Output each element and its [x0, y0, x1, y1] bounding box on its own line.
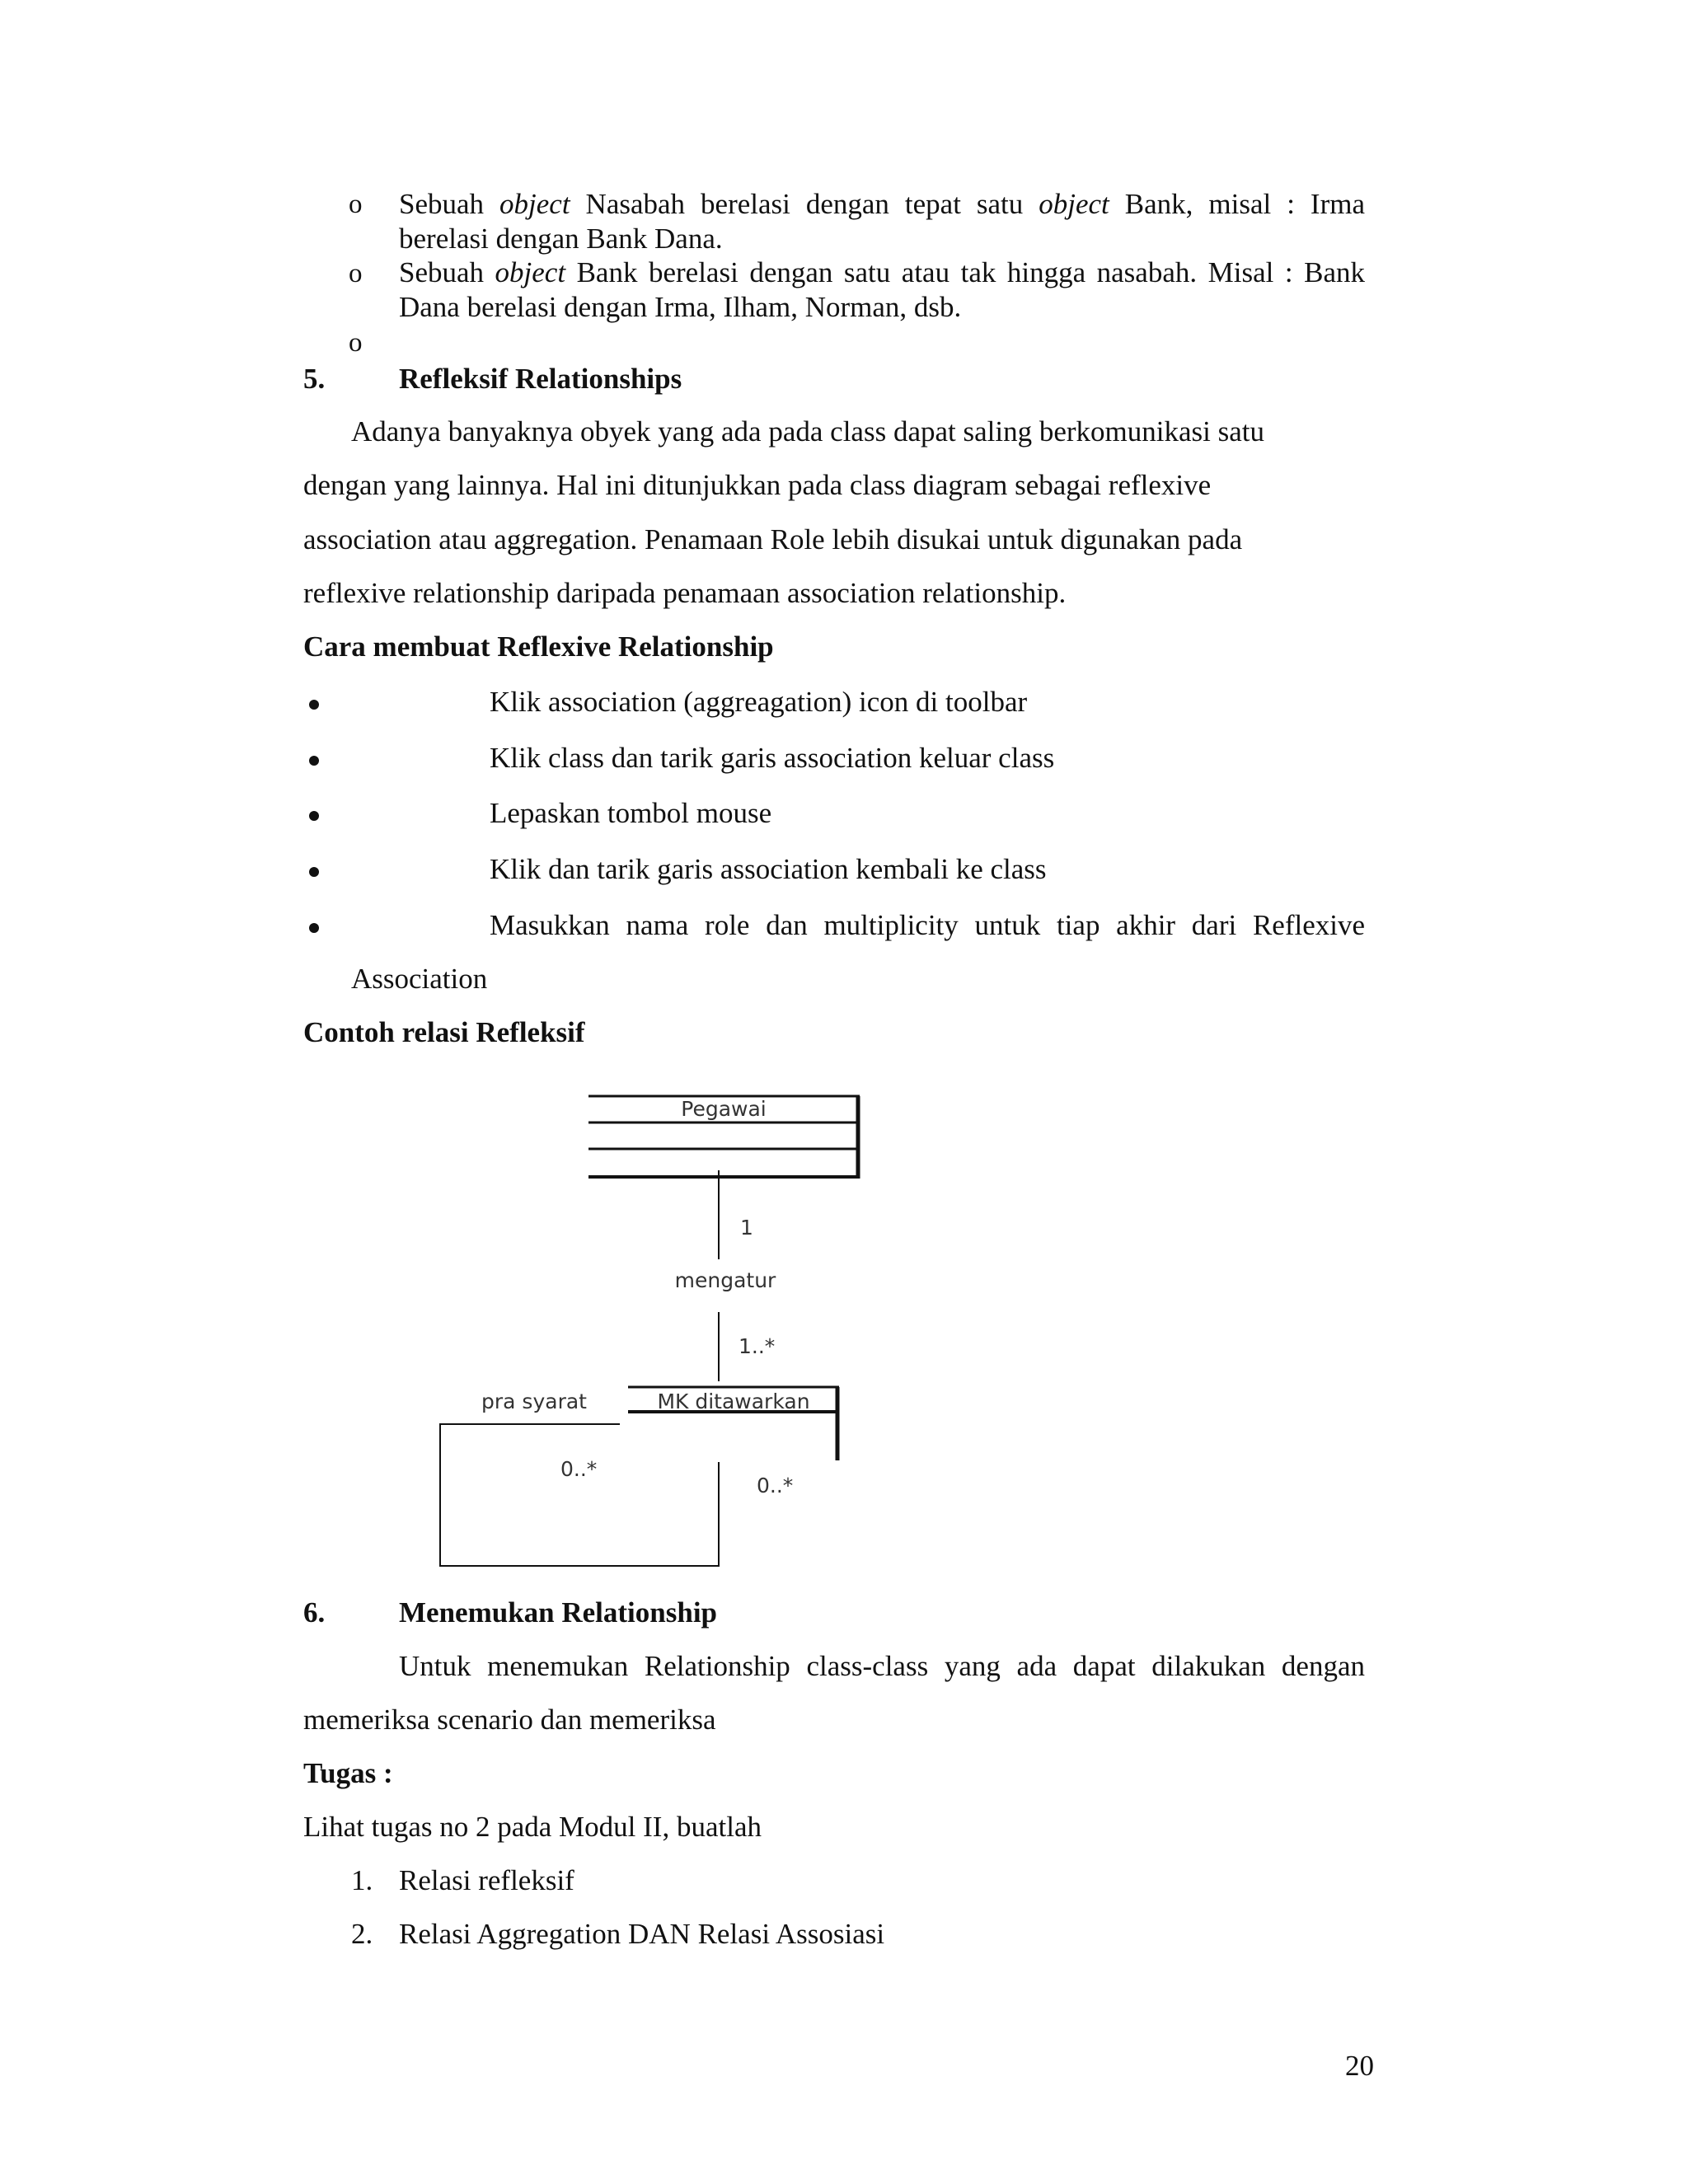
- bullet-marker: o: [349, 328, 363, 358]
- association-name: mengatur: [674, 1268, 776, 1292]
- list-item: Relasi refleksif: [399, 1864, 574, 1896]
- section-6-paragraph-line: Untuk menemukan Relationship class-class yang ada dapat dilakukan dengan: [399, 1650, 1365, 1682]
- list-item-number: 2.: [351, 1918, 373, 1950]
- class-box-mk-ditawarkan: [628, 1387, 839, 1460]
- section-5-paragraph-line: dengan yang lainnya. Hal ini ditunjukkan pada class diagram sebagai reflexive: [303, 469, 1212, 501]
- bullet-marker: o: [349, 259, 363, 288]
- step-item: Masukkan nama role dan multiplicity untuk tiap akhir dari Reflexive: [490, 909, 1365, 941]
- bullet-item-1-line1: Sebuah object Nasabah berelasi dengan tepat satu object Bank, misal : Irma: [399, 188, 1365, 220]
- class-name-mk-ditawarkan: MK ditawarkan: [657, 1390, 810, 1413]
- bullet-marker: o: [349, 190, 363, 219]
- step-item: Lepaskan tombol mouse: [490, 797, 772, 829]
- section-5-paragraph-line: association atau aggregation. Penamaan Role lebih disukai untuk digunakan pada: [303, 523, 1243, 555]
- section-5-paragraph-line: reflexive relationship daripada penamaan association relationship.: [303, 577, 1067, 609]
- section-5-paragraph-line: Adanya banyaknya obyek yang ada pada class dapat saling berkomunikasi satu: [351, 415, 1264, 448]
- step-item: Klik class dan tarik garis association keluar class: [490, 742, 1055, 774]
- class-box-pegawai: [588, 1096, 860, 1179]
- tugas-intro: Lihat tugas no 2 pada Modul II, buatlah: [303, 1811, 762, 1843]
- step-continuation: Association: [351, 963, 488, 995]
- multiplicity-top: 1: [740, 1216, 753, 1240]
- section-6-number: 6.: [303, 1596, 326, 1629]
- step-item: Klik dan tarik garis association kembali ke class: [490, 853, 1047, 885]
- bullet-item-1-line2: berelasi dengan Bank Dana.: [399, 223, 723, 255]
- multiplicity-right: 0..*: [757, 1474, 794, 1497]
- step-item: Klik association (aggreagation) icon di toolbar: [490, 686, 1028, 718]
- reflexive-loop-line: [440, 1424, 719, 1566]
- multiplicity-left: 0..*: [560, 1457, 598, 1481]
- page-number: 20: [1345, 2050, 1374, 2082]
- section-6-title: Menemukan Relationship: [399, 1596, 718, 1629]
- list-item-number: 1.: [351, 1864, 373, 1896]
- list-item: Relasi Aggregation DAN Relasi Assosiasi: [399, 1918, 885, 1950]
- section-6-paragraph-line: memeriksa scenario dan memeriksa: [303, 1704, 716, 1736]
- role-name-left: pra syarat: [481, 1390, 587, 1413]
- bullet-item-2-line2: Dana berelasi dengan Irma, Ilham, Norman, dsb.: [399, 291, 962, 323]
- section-5-title: Refleksif Relationships: [399, 363, 682, 395]
- multiplicity-bottom: 1..*: [738, 1334, 776, 1358]
- example-heading: Contoh relasi Refleksif: [303, 1016, 585, 1048]
- class-name-pegawai: Pegawai: [681, 1097, 767, 1121]
- section-5-number: 5.: [303, 363, 326, 395]
- how-to-heading: Cara membuat Reflexive Relationship: [303, 630, 774, 663]
- bullet-item-2-line1: Sebuah object Bank berelasi dengan satu atau tak hingga nasabah. Misal : Bank: [399, 256, 1365, 288]
- tugas-heading: Tugas :: [303, 1757, 393, 1789]
